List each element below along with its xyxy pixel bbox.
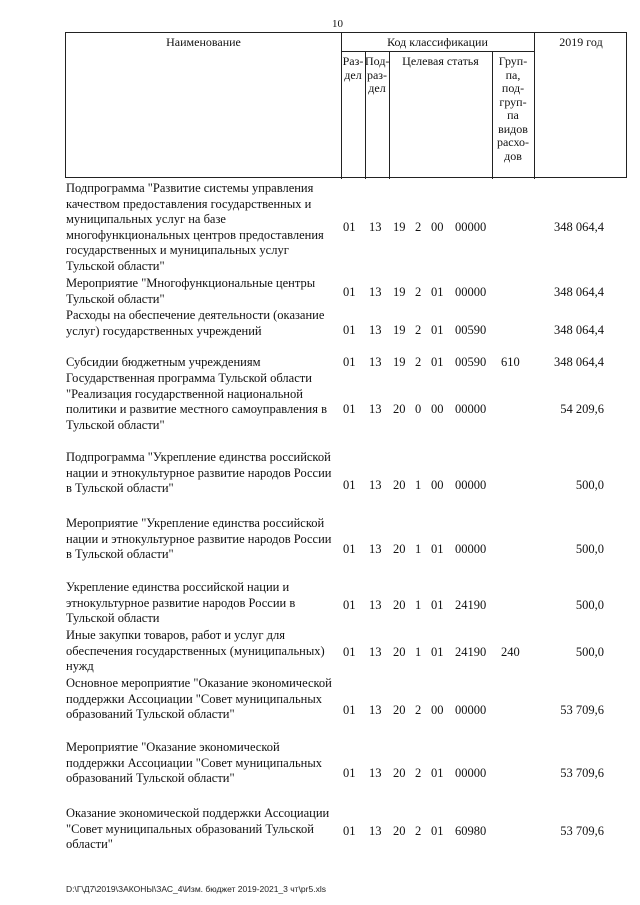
amount-2019: 348 064,4 (554, 220, 604, 234)
main-activity-code: 00 (431, 220, 444, 234)
subprogram-code: 2 (415, 323, 422, 337)
direction-code: 24190 (455, 598, 487, 612)
row-name: Иные закупки товаров, работ и услуг для обеспечения государственных (муниципальных) нужд (66, 628, 325, 673)
main-activity-code: 01 (431, 542, 444, 556)
podrazdel-code: 13 (369, 598, 382, 612)
razdel-code: 01 (343, 323, 356, 337)
podrazdel-code: 13 (369, 645, 382, 659)
main-activity-code: 00 (431, 703, 444, 717)
divider (341, 51, 534, 52)
direction-code: 00590 (455, 323, 487, 337)
amount-2019: 348 064,4 (554, 323, 604, 337)
subprogram-code: 1 (415, 645, 422, 659)
program-code: 19 (393, 285, 406, 299)
podrazdel-code: 13 (369, 285, 382, 299)
direction-code: 00000 (455, 542, 487, 556)
divider (389, 51, 390, 179)
amount-2019: 500,0 (575, 598, 604, 612)
header-target: Целевая статья (402, 54, 479, 68)
amount-2019: 500,0 (575, 645, 604, 659)
amount-2019: 54 209,6 (560, 402, 604, 416)
divider (365, 51, 366, 179)
row-name: Расходы на обеспечение деятельности (оказание услуг) государственных учреждений (66, 308, 325, 338)
header-name: Наименование (166, 35, 241, 49)
podrazdel-code: 13 (369, 478, 382, 492)
program-code: 19 (393, 323, 406, 337)
razdel-code: 01 (343, 402, 356, 416)
file-path: D:\Г\Д7\2019\ЗАКОНЫ\ЗАС_4\Изм. бюджет 2019-2021_3 чт\pr5.xls (66, 884, 326, 894)
amount-2019: 53 709,6 (560, 824, 604, 838)
divider (341, 33, 342, 179)
main-activity-code: 01 (431, 285, 444, 299)
direction-code: 24190 (455, 645, 487, 659)
divider (534, 33, 535, 179)
subprogram-code: 0 (415, 402, 422, 416)
header-vid: Груп- па, под- груп- па видов расхо- дов (496, 54, 530, 163)
row-name: Подпрограмма "Укрепление единства российской нации и этнокультурное развитие народов России в Тульской области" (66, 450, 332, 495)
direction-code: 00000 (455, 478, 487, 492)
row-name: Укрепление единства российской нации и этнокультурное развитие народов России в Тульской области (66, 580, 296, 625)
program-code: 20 (393, 598, 406, 612)
razdel-code: 01 (343, 220, 356, 234)
amount-2019: 348 064,4 (554, 355, 604, 369)
main-activity-code: 01 (431, 323, 444, 337)
expense-type-code: 610 (501, 355, 520, 369)
row-name: Государственная программа Тульской области "Реализация государственной национальной политики и развитие местного самоуправления в Тульской области" (66, 371, 327, 432)
direction-code: 60980 (455, 824, 487, 838)
header-year: 2019 год (559, 35, 603, 49)
subprogram-code: 1 (415, 478, 422, 492)
amount-2019: 53 709,6 (560, 703, 604, 717)
amount-2019: 53 709,6 (560, 766, 604, 780)
podrazdel-code: 13 (369, 824, 382, 838)
header-podrazdel: Под- раз- дел (365, 54, 390, 95)
program-code: 20 (393, 824, 406, 838)
subprogram-code: 2 (415, 824, 422, 838)
subprogram-code: 2 (415, 766, 422, 780)
direction-code: 00590 (455, 355, 487, 369)
main-activity-code: 01 (431, 355, 444, 369)
header-razdel: Раз- дел (342, 54, 364, 82)
amount-2019: 500,0 (575, 542, 604, 556)
row-name: Субсидии бюджетным учреждениям (66, 355, 261, 369)
razdel-code: 01 (343, 355, 356, 369)
subprogram-code: 2 (415, 703, 422, 717)
program-code: 20 (393, 402, 406, 416)
subprogram-code: 2 (415, 355, 422, 369)
main-activity-code: 01 (431, 824, 444, 838)
razdel-code: 01 (343, 703, 356, 717)
program-code: 20 (393, 703, 406, 717)
program-code: 20 (393, 478, 406, 492)
subprogram-code: 2 (415, 220, 422, 234)
razdel-code: 01 (343, 824, 356, 838)
direction-code: 00000 (455, 402, 487, 416)
program-code: 20 (393, 542, 406, 556)
header-classification: Код классификации (387, 35, 488, 49)
row-name: Мероприятие "Укрепление единства российской нации и этнокультурное развитие народов России в Тульской области" (66, 516, 332, 561)
main-activity-code: 01 (431, 598, 444, 612)
razdel-code: 01 (343, 645, 356, 659)
direction-code: 00000 (455, 285, 487, 299)
table-header (65, 32, 627, 178)
program-code: 20 (393, 645, 406, 659)
subprogram-code: 1 (415, 598, 422, 612)
direction-code: 00000 (455, 703, 487, 717)
row-name: Мероприятие "Оказание экономической поддержки Ассоциации "Совет муниципальных образований Тульской области" (66, 740, 322, 785)
main-activity-code: 01 (431, 766, 444, 780)
program-code: 19 (393, 355, 406, 369)
main-activity-code: 00 (431, 478, 444, 492)
podrazdel-code: 13 (369, 323, 382, 337)
expense-type-code: 240 (501, 645, 520, 659)
podrazdel-code: 13 (369, 355, 382, 369)
razdel-code: 01 (343, 598, 356, 612)
podrazdel-code: 13 (369, 402, 382, 416)
subprogram-code: 2 (415, 285, 422, 299)
divider (492, 51, 493, 179)
row-name: Оказание экономической поддержки Ассоциации "Совет муниципальных образований Тульской области" (66, 806, 330, 851)
razdel-code: 01 (343, 766, 356, 780)
podrazdel-code: 13 (369, 542, 382, 556)
main-activity-code: 01 (431, 645, 444, 659)
amount-2019: 348 064,4 (554, 285, 604, 299)
razdel-code: 01 (343, 285, 356, 299)
direction-code: 00000 (455, 220, 487, 234)
subprogram-code: 1 (415, 542, 422, 556)
razdel-code: 01 (343, 542, 356, 556)
amount-2019: 500,0 (575, 478, 604, 492)
podrazdel-code: 13 (369, 766, 382, 780)
row-name: Мероприятие "Многофункциональные центры Тульской области" (66, 276, 316, 306)
page-number: 10 (332, 18, 343, 30)
razdel-code: 01 (343, 478, 356, 492)
program-code: 20 (393, 766, 406, 780)
row-name: Основное мероприятие "Оказание экономической поддержки Ассоциации "Совет муниципальных образований Тульской области" (66, 676, 332, 721)
direction-code: 00000 (455, 766, 487, 780)
row-name: Подпрограмма "Развитие системы управления качеством предоставления государственных и муниципальных услуг на базе многофункциональных центров предоставления государственных и муниципальных услуг Тульской области" (66, 181, 324, 273)
main-activity-code: 00 (431, 402, 444, 416)
podrazdel-code: 13 (369, 220, 382, 234)
program-code: 19 (393, 220, 406, 234)
podrazdel-code: 13 (369, 703, 382, 717)
